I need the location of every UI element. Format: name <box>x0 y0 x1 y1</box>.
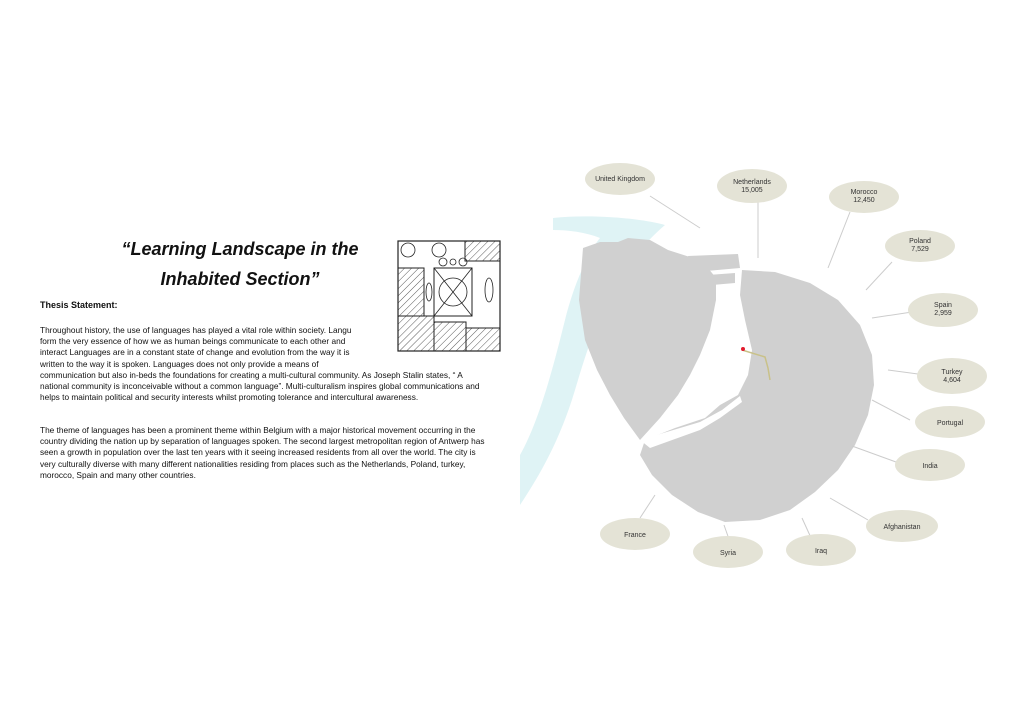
title-line-2: Inhabited Section” <box>160 269 320 289</box>
bubble-morocco <box>829 181 899 213</box>
bubble-count: 12,450 <box>853 197 875 204</box>
bubble-label: France <box>624 532 646 539</box>
bubble-label: United Kingdom <box>595 176 645 183</box>
bubble-label: Afghanistan <box>883 524 921 531</box>
bubble-count: 15,005 <box>741 187 763 194</box>
thesis-heading: Thesis Statement: <box>40 300 118 310</box>
thesis-paragraph-2: The theme of languages has been a prominent theme within Belgium with a major historical movement occurring in the country dividing the nation up by separation of languages spoken. The second largest metropolitan region of Antwerp has seen a growth in population over the last ten years with it seeing increased residents from all over the world. The city is very culturally diverse with many different nationalities residing from places such as the Netherlands, Poland, turkey, morocco, Spain and many other countries. <box>40 425 485 480</box>
bubble-turkey <box>917 358 987 394</box>
title-line-1: “Learning Landscape in the <box>121 239 359 259</box>
bubble-count: 4,604 <box>943 377 961 384</box>
bubble-netherlands <box>717 169 787 203</box>
bubble-label: Poland <box>909 238 931 245</box>
bubble-label: Netherlands <box>733 179 771 186</box>
site-marker <box>741 347 745 351</box>
bubble-india <box>895 449 965 481</box>
bubble-united-kingdom <box>585 163 655 195</box>
bubble-count: 7,529 <box>911 246 929 253</box>
bubble-count: 2,959 <box>934 310 952 317</box>
district-north-block-2 <box>708 273 735 285</box>
bubble-portugal <box>915 406 985 438</box>
bubble-poland <box>885 230 955 262</box>
bubble-france <box>600 518 670 550</box>
thesis-paragraph-1-text: Throughout history, the use of languages has played a vital role within society. Langu form the very essence of how we as human beings communicate to each other and interact Languages are in a constant state of change and evolution from the way it is written to the way it is spoken. Languages does not only provide a means of communication but also in-beds the foundations for creating a multi-cultural community. As Joseph Stalin states, “ A national community is inconceivable without a common language”. Multi-culturalism inspires global communications and helps to maintain political and security interests whilst promoting tolerance and intercultural awareness. <box>40 325 480 403</box>
bubble-label: Syria <box>720 550 736 557</box>
bubble-syria <box>693 536 763 568</box>
district-north-block <box>688 254 740 272</box>
bubble-iraq <box>786 534 856 566</box>
bubble-spain <box>908 293 978 327</box>
bubble-label: Turkey <box>941 369 963 376</box>
bubble-label: Iraq <box>814 548 828 555</box>
bubble-label: India <box>922 463 938 470</box>
bubble-label: Spain <box>934 302 952 309</box>
bubble-label: Morocco <box>850 189 878 196</box>
bubble-afghanistan <box>866 510 938 542</box>
bubble-label: Portugal <box>936 420 964 427</box>
